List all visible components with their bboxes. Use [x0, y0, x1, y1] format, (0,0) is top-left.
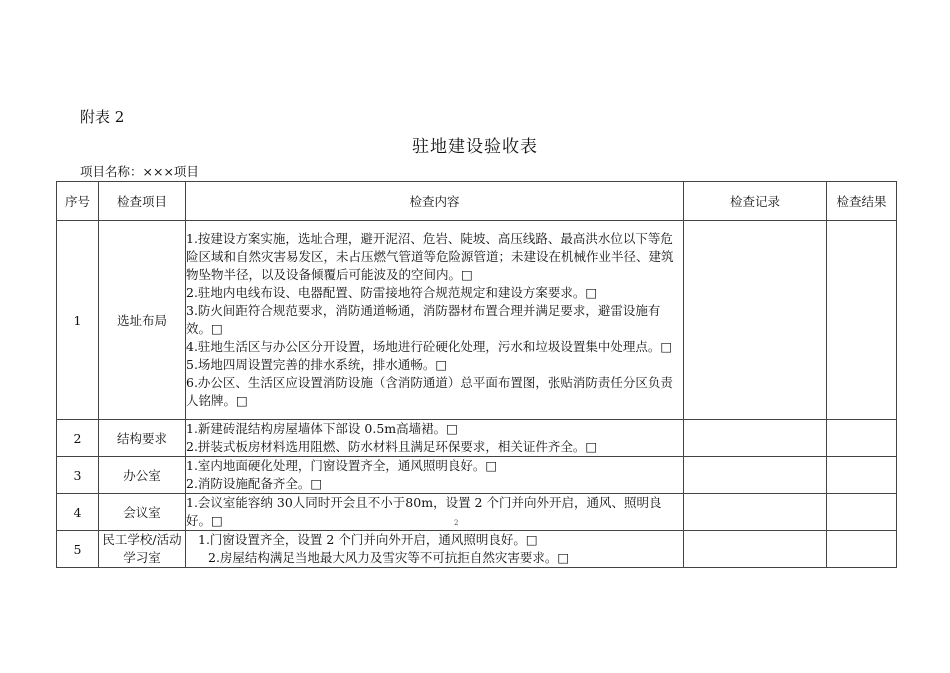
column-header-no: 序号 — [57, 182, 99, 221]
table-row — [57, 420, 897, 457]
check-record-cell[interactable] — [684, 531, 827, 568]
check-content — [186, 531, 684, 568]
check-item: 办公室 — [99, 457, 186, 494]
row-number: 1 — [57, 221, 99, 420]
content-line: 1.新建砖混结构房屋墙体下部设 0.5m高墙裙。□ — [186, 421, 458, 436]
content-line: 2.拼装式板房材料选用阻燃、防水材料且满足环保要求，相关证件齐全。□ — [186, 439, 598, 454]
content-line: 1.会议室能容纳 30人同时开会且不小于80m，设置 2 个门并向外开启，通风、照明良好。□ — [186, 495, 662, 528]
table-row — [57, 531, 897, 568]
page-title: 驻地建设验收表 — [412, 137, 538, 157]
check-content — [186, 420, 684, 457]
content-line: 4.驻地生活区与办公区分开设置，场地进行砼硬化处理，污水和垃圾设置集中处理点。□ — [186, 339, 673, 354]
check-content — [186, 457, 684, 494]
column-header-content: 检查内容 — [186, 182, 684, 221]
check-content — [186, 221, 684, 420]
row-number: 5 — [57, 531, 99, 568]
column-header-item: 检查项目 — [99, 182, 186, 221]
check-result-cell[interactable] — [827, 420, 897, 457]
check-item: 结构要求 — [99, 420, 186, 457]
check-item: 选址布局 — [99, 221, 186, 420]
attachment-label: 附表 2 — [80, 108, 125, 126]
content-line: 5.场地四周设置完善的排水系统，排水通畅。□ — [186, 357, 448, 372]
check-item: 会议室 — [99, 494, 186, 531]
content-line: 1.室内地面硬化处理，门窗设置齐全，通风照明良好。□ — [186, 458, 498, 473]
content-line: 3.防火间距符合规范要求，消防通道畅通，消防器材布置合理并满足要求，避雷设施有效。□ — [186, 303, 661, 336]
check-result-cell[interactable] — [827, 221, 897, 420]
row-number: 2 — [57, 420, 99, 457]
content-line: 1.门窗设置齐全，设置 2 个门并向外开启，通风照明良好。□ — [198, 532, 538, 547]
check-record-cell[interactable] — [684, 420, 827, 457]
page-number: 2 — [454, 519, 459, 527]
check-content — [186, 494, 684, 531]
column-header-result: 检查结果 — [827, 182, 897, 221]
content-line: 1.按建设方案实施，选址合理，避开泥沼、危岩、陡坡、高压线路、最高洪水位以下等危险区域和自然灾害易发区，未占压燃气管道等危险源管道；未建设在机械作业半径、建筑物坠物半径，以及设备倾覆后可能波及的空间内。□ — [186, 231, 674, 282]
project-name: 项目名称：×××项目 — [80, 164, 199, 179]
acceptance-table — [56, 181, 897, 568]
check-record-cell[interactable] — [684, 494, 827, 531]
table-row — [57, 457, 897, 494]
column-header-record: 检查记录 — [684, 182, 827, 221]
content-line: 2.房屋结构满足当地最大风力及雪灾等不可抗拒自然灾害要求。□ — [208, 550, 570, 565]
check-result-cell[interactable] — [827, 457, 897, 494]
table-row — [57, 221, 897, 420]
table-header-row — [57, 182, 897, 221]
content-line: 2.驻地内电线布设、电器配置、防雷接地符合规范规定和建设方案要求。□ — [186, 285, 598, 300]
content-line: 2.消防设施配备齐全。□ — [186, 476, 323, 491]
check-record-cell[interactable] — [684, 457, 827, 494]
check-item: 民工学校/活动学习室 — [99, 531, 186, 568]
check-result-cell[interactable] — [827, 531, 897, 568]
row-number: 4 — [57, 494, 99, 531]
row-number: 3 — [57, 457, 99, 494]
table-row — [57, 494, 897, 531]
check-result-cell[interactable] — [827, 494, 897, 531]
check-record-cell[interactable] — [684, 221, 827, 420]
content-line: 6.办公区、生活区应设置消防设施（含消防通道）总平面布置图，张贴消防责任分区负责人铭牌。□ — [186, 375, 673, 408]
